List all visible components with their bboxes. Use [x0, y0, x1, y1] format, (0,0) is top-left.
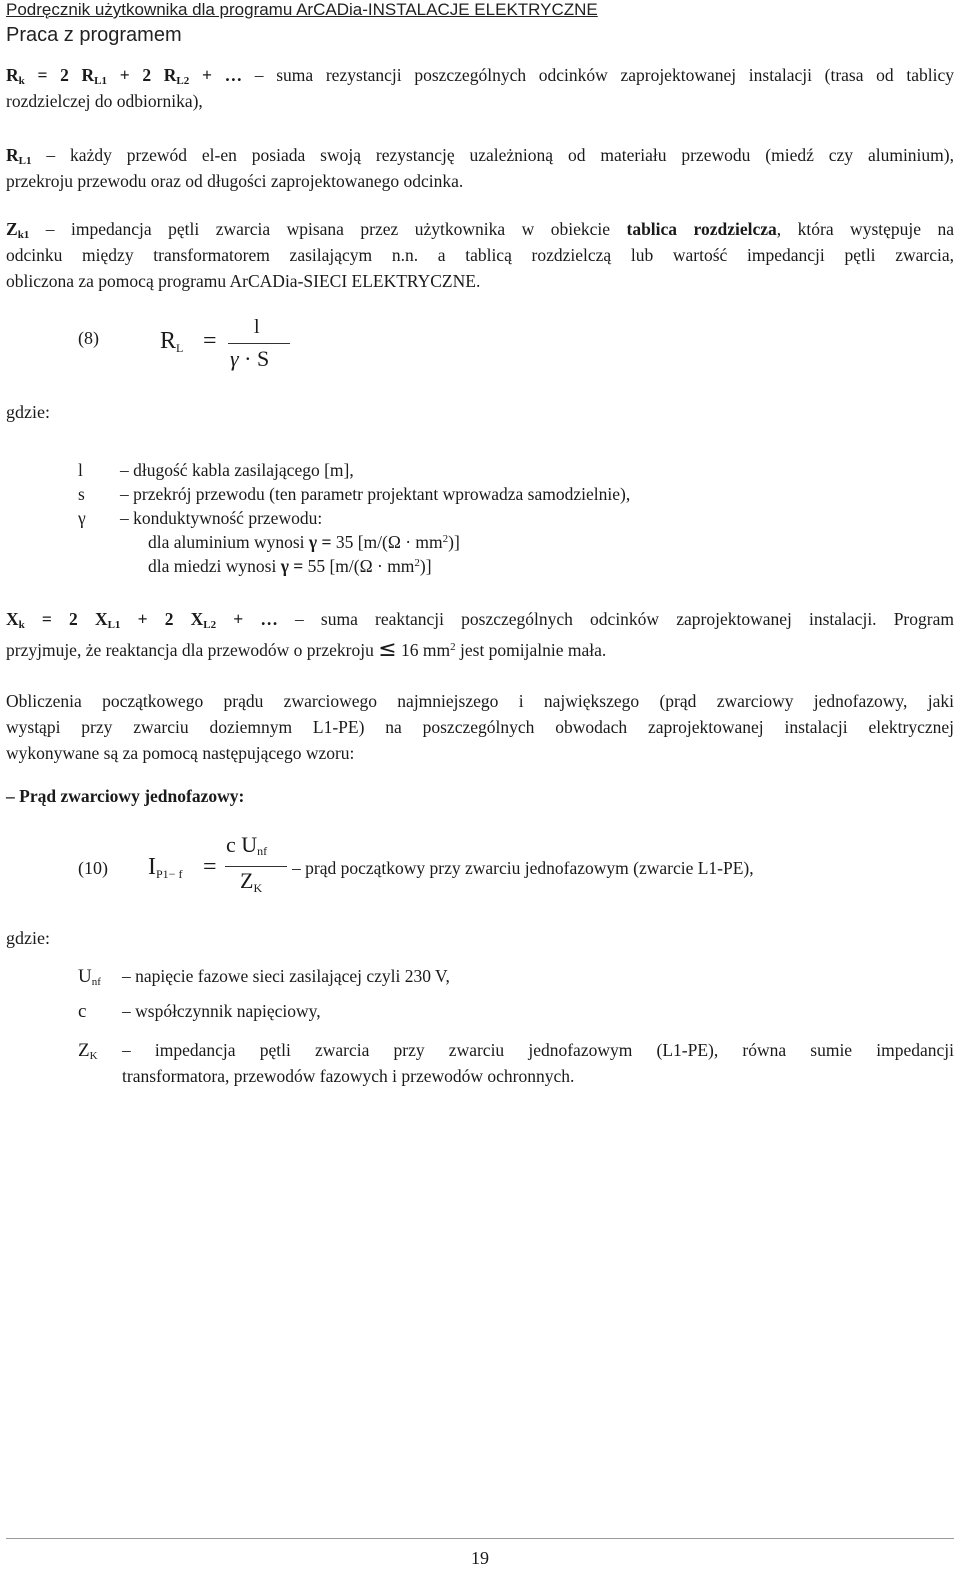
rk-description: – suma rezystancji poszczególnych odcinków zaprojektowanej instalacji (trasa od tablicy — [254, 65, 954, 85]
gamma-miedz: dla miedzi wynosi γ = 55 $[m/(\Omega \cdot mm^2)]$ — [148, 556, 432, 576]
gdzie-label-1: gdzie: — [6, 402, 50, 422]
formula-8-fraction-bar — [228, 343, 290, 344]
formula-8-label: (8) — [78, 328, 99, 348]
paragraph-zk1-line2: odcinku między transformatorem zasilającym n.n. a tablicą rozdzielczą lub wartość impedancji pętli zwarcia, — [6, 245, 954, 265]
paragraph-rl1-line1: $R_{L1}$ – każdy przewód el-en posiada swoją rezystancję uzależnioną od materiału przewodu (miedź czy aluminium), — [6, 145, 954, 167]
gdzie-label-2: gdzie: — [6, 928, 50, 948]
page-number: 19 — [471, 1548, 489, 1568]
symbol-rl1: $R_{L1}$ — [6, 145, 32, 167]
paragraph-xk-line2: przyjmuje, że reaktancja dla przewodów o przekroju ≤ 16 $mm^2$ jest pomijalnie mała. — [6, 637, 607, 662]
def-c-symbol: c — [78, 1001, 87, 1022]
paragraph-rk-line2: rozdzielczej do odbiornika), — [6, 91, 203, 111]
xk-description: – suma reaktancji poszczególnych odcinków zaprojektowanej instalacji. Program — [295, 609, 954, 629]
formula-10-fraction-bar — [225, 866, 287, 867]
less-equal-symbol: ≤ — [378, 637, 397, 662]
paragraph-obliczenia-line3: wykonywane są za pomocą następującego wzoru: — [6, 743, 355, 763]
paragraph-obliczenia-line1: Obliczenia początkowego prądu zwarciowego najmniejszego i największego (prąd zwarciowy jednofazowy, jaki — [6, 691, 954, 711]
formula-10-numerator: c $U_{nf}$ — [226, 832, 268, 858]
def-unf-symbol: $U_{nf}$ — [78, 966, 101, 988]
paragraph-zk1-line3: obliczona za pomocą programu ArCADia-SIECI ELEKTRYCZNE. — [6, 271, 481, 291]
def-l-text: – długość kabla zasilającego [m], — [120, 460, 354, 480]
formula-10-label: (10) — [78, 858, 108, 878]
gamma-aluminium: dla aluminium wynosi γ = 35 $[m/(\Omega \cdot mm^2)]$ — [148, 532, 460, 552]
formula-8-lhs: $R_L$ — [160, 328, 184, 355]
def-l-symbol: l — [78, 460, 83, 480]
document-header-title: Podręcznik użytkownika dla programu ArCADia-INSTALACJE ELEKTRYCZNE — [6, 0, 598, 19]
section-title: Praca z programem — [6, 24, 182, 46]
symbol-xk: $X_k = 2$ $X_{L1} + 2$ $X_{L2}$ + … — [6, 609, 278, 631]
formula-10-denominator: $Z_K$ — [240, 868, 263, 895]
formula-8-numerator: l — [254, 316, 260, 338]
def-zk-symbol: $Z_K$ — [78, 1040, 98, 1062]
def-c-text: – współczynnik napięciowy, — [122, 1001, 321, 1021]
paragraph-rl1-line2: przekroju przewodu oraz od długości zaprojektowanego odcinka. — [6, 171, 464, 191]
def-zk-text-line2: transformatora, przewodów fazowych i przewodów ochronnych. — [122, 1066, 575, 1086]
footer-divider — [6, 1538, 954, 1539]
symbol-rk: $R_k = 2$ $R_{L1} + 2$ $R_{L2}$ + … — [6, 65, 243, 87]
paragraph-obliczenia-line2: wystąpi przy zwarciu doziemnym L1-PE) na poszczególnych obwodach zaprojektowanej instalacji elektrycznej — [6, 717, 954, 737]
def-gamma-text: – konduktywność przewodu: — [120, 508, 323, 528]
def-gamma-symbol: γ — [78, 508, 86, 528]
def-unf-text: – napięcie fazowe sieci zasilającej czyli 230 V, — [122, 966, 450, 986]
formula-8-equals: = — [203, 328, 217, 354]
heading-prad-zwarciowy-jednofazowy: – Prąd zwarciowy jednofazowy: — [6, 786, 245, 806]
formula-10-equals: = — [203, 854, 217, 880]
symbol-zk1: $Z_{k1}$ — [6, 219, 30, 241]
def-s-text: – przekrój przewodu (ten parametr projektant wprowadza samodzielnie), — [120, 484, 631, 504]
formula-10-description: – prąd początkowy przy zwarciu jednofazowym (zwarcie L1-PE), — [292, 858, 754, 878]
def-s-symbol: s — [78, 484, 85, 504]
paragraph-zk1-line1: $Z_{k1}$ – impedancja pętli zwarcia wpisana przez użytkownika w obiekcie tablica rozdzielcza, która występuje na — [6, 219, 955, 241]
def-zk-text: – impedancja pętli zwarcia przy zwarciu jednofazowym (L1-PE), równa sumie impedancji — [122, 1040, 954, 1060]
formula-10-lhs: $I_{P1- f}$ — [148, 854, 183, 881]
formula-8-denominator: γ · S — [230, 346, 270, 371]
